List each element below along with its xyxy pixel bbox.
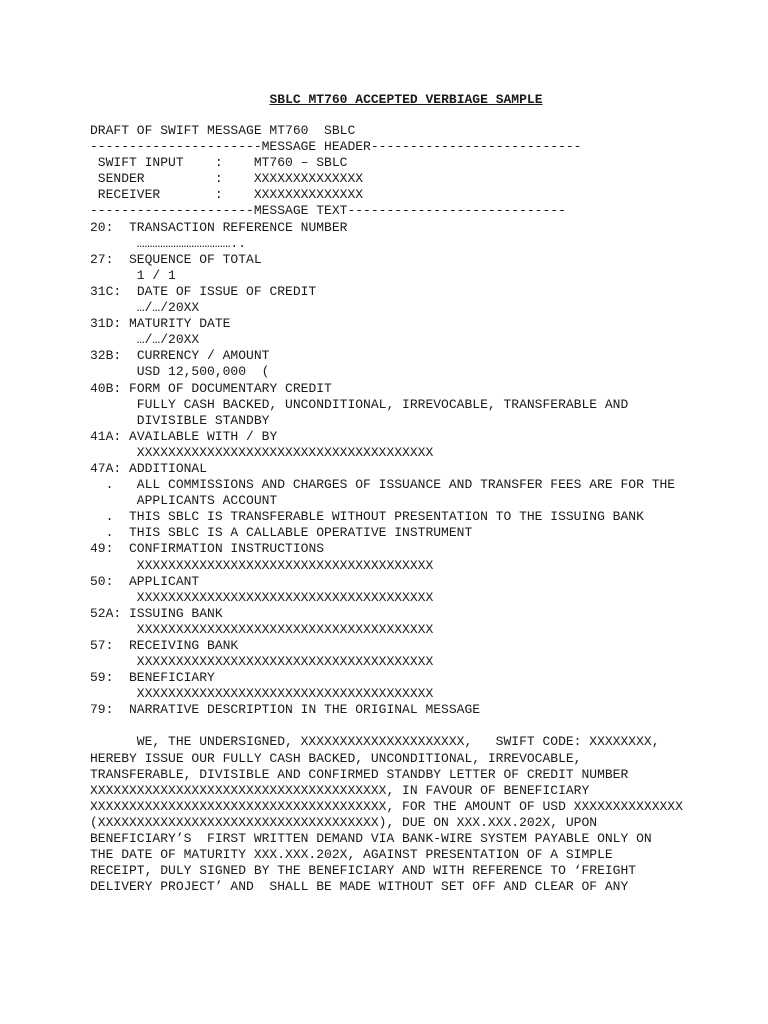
field-value-line: APPLICANTS ACCOUNT <box>90 493 278 509</box>
field-tag: 50: <box>90 573 114 589</box>
field-tag: 20: <box>90 219 114 235</box>
field-label: RECEIVING BANK <box>113 638 239 653</box>
field-label: SEQUENCE OF TOTAL <box>113 251 262 267</box>
narrative-line: WE, THE UNDERSIGNED, XXXXXXXXXXXXXXXXXXXXX, SWIFT CODE: XXXXXXXX, <box>90 734 660 750</box>
field-value-line: XXXXXXXXXXXXXXXXXXXXXXXXXXXXXXXXXXXXXX <box>90 686 434 702</box>
field-value-line: XXXXXXXXXXXXXXXXXXXXXXXXXXXXXXXXXXXXXX <box>90 444 434 460</box>
field-label: TRANSACTION REFERENCE NUMBER <box>113 219 348 235</box>
field-value-line: USD 12,500,000 ( <box>90 364 270 380</box>
message-text-rule: ---------------------MESSAGE TEXT---------------------------- <box>90 203 566 219</box>
field-tag: 79: <box>90 702 114 718</box>
field-row <box>90 638 730 654</box>
narrative-line: HEREBY ISSUE OUR FULLY CASH BACKED, UNCONDITIONAL, IRREVOCABLE, <box>90 750 582 766</box>
field-row <box>90 284 730 300</box>
field-value-line: XXXXXXXXXXXXXXXXXXXXXXXXXXXXXXXXXXXXXX <box>90 621 434 637</box>
field-tag: 47A: <box>90 460 122 476</box>
field-value-line: 1 / 1 <box>90 267 176 283</box>
header-field-value: XXXXXXXXXXXXXX <box>253 187 364 203</box>
header-field-label: RECEIVER : <box>90 187 254 203</box>
field-label: MATURITY DATE <box>121 316 231 332</box>
header-field-row <box>90 171 730 187</box>
narrative-line: RECEIPT, DULY SIGNED BY THE BENEFICIARY AND WITH REFERENCE TO ‘FREIGHT <box>90 863 637 879</box>
narrative-line: XXXXXXXXXXXXXXXXXXXXXXXXXXXXXXXXXXXXXX, IN FAVOUR OF BENEFICIARY <box>90 782 590 798</box>
narrative-line: THE DATE OF MATURITY XXX.XXX.202X, AGAINST PRESENTATION OF A SIMPLE <box>90 847 613 863</box>
field-row <box>90 461 730 477</box>
field-tag: 32B: <box>90 348 122 364</box>
field-tag: 27: <box>90 251 114 267</box>
field-label: CONFIRMATION INSTRUCTIONS <box>113 541 325 557</box>
header-field-value: MT760 – SBLC <box>253 155 348 171</box>
field-value-line: …/…/20XX <box>90 332 200 348</box>
field-label: BENEFICIARY <box>113 670 215 686</box>
field-value-line: FULLY CASH BACKED, UNCONDITIONAL, IRREVOCABLE, TRANSFERABLE AND <box>90 396 629 412</box>
field-label: ADDITIONAL <box>121 460 208 476</box>
field-label: NARRATIVE DESCRIPTION IN THE ORIGINAL MESSAGE <box>113 702 481 718</box>
narrative-line: BENEFICIARY’S FIRST WRITTEN DEMAND VIA BANK-WIRE SYSTEM PAYABLE ONLY ON <box>90 831 652 847</box>
draft-line: DRAFT OF SWIFT MESSAGE MT760 SBLC <box>90 123 356 138</box>
field-value-line: XXXXXXXXXXXXXXXXXXXXXXXXXXXXXXXXXXXXXX <box>90 654 434 670</box>
field-tag: 57: <box>90 638 114 653</box>
narrative-line: DELIVERY PROJECT’ AND SHALL BE MADE WITHOUT SET OFF AND CLEAR OF ANY <box>90 879 629 895</box>
field-value-line: …/…/20XX <box>90 300 200 316</box>
field-label: CURRENCY / AMOUNT <box>121 348 270 364</box>
field-row <box>90 429 730 445</box>
field-row <box>90 541 730 557</box>
field-tag: 52A: <box>90 605 122 621</box>
field-row <box>90 381 730 397</box>
field-value-line: . ALL COMMISSIONS AND CHARGES OF ISSUANCE AND TRANSFER FEES ARE FOR THE <box>90 477 676 493</box>
message-fields <box>90 220 730 719</box>
field-row <box>90 252 730 268</box>
field-tag: 31D: <box>90 316 122 332</box>
field-row <box>90 606 730 622</box>
header-fields <box>90 155 730 203</box>
field-tag: 31C: <box>90 283 122 299</box>
field-label: ISSUING BANK <box>121 605 223 621</box>
field-value-line: DIVISIBLE STANDBY <box>90 412 270 428</box>
narrative-line: XXXXXXXXXXXXXXXXXXXXXXXXXXXXXXXXXXXXXX, FOR THE AMOUNT OF USD XXXXXXXXXXXXXX <box>90 798 683 814</box>
field-row <box>90 220 730 236</box>
field-label: DATE OF ISSUE OF CREDIT <box>121 283 317 299</box>
field-value-line: ……………………………….. <box>90 235 247 251</box>
field-tag: 49: <box>90 541 114 557</box>
field-row <box>90 574 730 590</box>
field-value-line: . THIS SBLC IS A CALLABLE OPERATIVE INSTRUMENT <box>90 525 473 541</box>
field-value-line: XXXXXXXXXXXXXXXXXXXXXXXXXXXXXXXXXXXXXX <box>90 557 434 573</box>
field-tag: 41A: <box>90 428 122 444</box>
field-tag: 40B: <box>90 380 122 396</box>
header-field-label: SENDER : <box>90 171 254 187</box>
document-title: SBLC MT760 ACCEPTED VERBIAGE SAMPLE <box>269 92 543 107</box>
field-row <box>90 348 730 364</box>
field-label: AVAILABLE WITH / BY <box>121 428 278 444</box>
field-row <box>90 316 730 332</box>
field-value-line: . THIS SBLC IS TRANSFERABLE WITHOUT PRESENTATION TO THE ISSUING BANK <box>90 509 644 525</box>
header-field-label: SWIFT INPUT : <box>90 155 254 171</box>
field-row <box>90 670 730 686</box>
narrative-paragraph <box>90 734 715 895</box>
field-label: FORM OF DOCUMENTARY CREDIT <box>121 380 332 396</box>
field-tag: 59: <box>90 670 114 686</box>
header-field-value: XXXXXXXXXXXXXX <box>253 171 364 187</box>
header-field-row <box>90 187 730 203</box>
message-header-rule: ----------------------MESSAGE HEADER--------------------------- <box>90 139 582 155</box>
narrative-line: (XXXXXXXXXXXXXXXXXXXXXXXXXXXXXXXXXXXX), DUE ON XXX.XXX.202X, UPON <box>90 814 598 830</box>
header-field-row <box>90 155 730 171</box>
field-value-line: XXXXXXXXXXXXXXXXXXXXXXXXXXXXXXXXXXXXXX <box>90 589 434 605</box>
narrative-line: TRANSFERABLE, DIVISIBLE AND CONFIRMED STANDBY LETTER OF CREDIT NUMBER <box>90 766 629 782</box>
field-row <box>90 702 730 718</box>
document-page <box>90 92 730 895</box>
field-label: APPLICANT <box>113 573 200 589</box>
